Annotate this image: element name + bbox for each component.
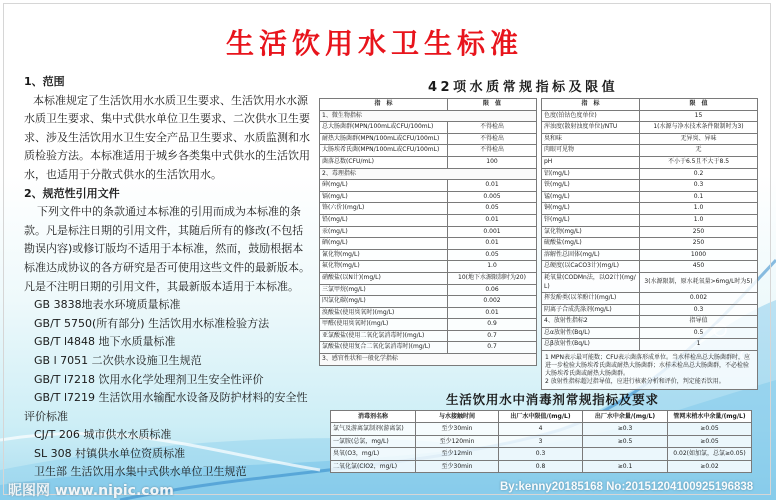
table-row xyxy=(542,272,758,292)
reference-item-continued: 评价标准 xyxy=(24,409,68,423)
table-row xyxy=(542,156,758,168)
table-row xyxy=(320,122,537,134)
indicator-limit: 10(地下水源限制时为20) xyxy=(448,272,537,284)
indicator-limit: 不得检出 xyxy=(448,145,537,157)
disinfectant-name: 二氧化氯(ClO2，mg/L) xyxy=(331,460,416,472)
indicator-limit: 1 xyxy=(640,339,758,351)
disinfectant-value: 0.02(如加氯，总氯≥0.05) xyxy=(668,448,752,460)
indicator-name: 溴酸盐(使用臭氧时)(mg/L) xyxy=(320,307,448,319)
disinfectant-value: ≥0.3 xyxy=(583,423,668,435)
header-limit: 限 值 xyxy=(448,99,537,111)
indicator-name: 总β放射性(Bq/L) xyxy=(542,339,640,351)
note-line: 2 放射性指标超过指导值，应进行核素分析和评价，判定能否饮用。 xyxy=(545,378,725,386)
indicator-name: 硝酸盐(以N计)(mg/L) xyxy=(320,272,448,284)
indicator-limit: 0.2 xyxy=(640,168,758,180)
indicator-name: 总α放射性(Bq/L) xyxy=(542,327,640,339)
indicator-limit: 1000 xyxy=(640,249,758,261)
table-row xyxy=(320,342,537,354)
table-row xyxy=(542,316,758,328)
scope-line: 本标准规定了生活饮用水水质卫生要求、生活饮用水水源 xyxy=(33,93,308,107)
indicator-limit: 0.1 xyxy=(640,191,758,203)
indicator-limit: 1.0 xyxy=(448,261,537,273)
column-header: 消毒剂名称 xyxy=(331,411,416,423)
indicator-limit: 0.9 xyxy=(448,319,537,331)
section-row xyxy=(320,110,537,122)
reference-item: GB/T l7218 饮用水化学处理剂卫生安全性评价 xyxy=(34,372,264,386)
refs-line: 勘误内容)或修订版均不适用于本标准，然而，鼓励根据本 xyxy=(24,242,304,256)
indicator-name: 铁(mg/L) xyxy=(542,180,640,192)
section-label: 1、微生物指标 xyxy=(320,110,537,122)
table-row xyxy=(542,214,758,226)
section-row xyxy=(320,168,537,180)
disinfectant-value: 至少120min xyxy=(416,435,499,447)
disinfectant-value: 0.8 xyxy=(499,460,583,472)
reference-item: SL 308 村镇供水单位资质标准 xyxy=(34,446,186,460)
table-row xyxy=(542,110,758,122)
table-row xyxy=(542,133,758,145)
table-row xyxy=(542,122,758,134)
indicator-limit: 0.01 xyxy=(448,214,537,226)
reference-item: GB/T 5750(所有部分) 生活饮用水标准检验方法 xyxy=(34,316,270,330)
indicator-limit: 0.3 xyxy=(640,304,758,316)
disinfectant-value: ≥0.02 xyxy=(668,460,752,472)
table-row xyxy=(320,203,537,215)
indicator-limit: 0.002 xyxy=(448,296,537,308)
disinfectant-value: ≥0.05 xyxy=(668,423,752,435)
indicator-limit: 不得检出 xyxy=(448,122,537,134)
disinfectant-value xyxy=(583,448,668,460)
indicator-name: 砷(mg/L) xyxy=(320,180,448,192)
header-limit: 限 值 xyxy=(640,99,758,111)
indicators-title: 42项水质常规指标及限值 xyxy=(428,80,619,95)
table-row xyxy=(320,238,537,250)
table-row xyxy=(320,214,537,226)
table-row xyxy=(320,226,537,238)
table-row xyxy=(331,448,752,460)
disinfectant-value: 4 xyxy=(499,423,583,435)
indicator-limit: 不得检出 xyxy=(448,133,537,145)
table-row xyxy=(542,180,758,192)
indicator-limit: 0.01 xyxy=(448,180,537,192)
indicator-name: 四氯化碳(mg/L) xyxy=(320,296,448,308)
refs-heading: 2、规范性引用文件 xyxy=(24,186,120,200)
indicator-limit: 不小于6.5且不大于8.5 xyxy=(640,156,758,168)
indicator-limit: 1(水源与净水技术条件限制时为3) xyxy=(640,122,758,134)
indicator-name: 氯酸盐(使用复合二氧化氯消毒时)(mg/L) xyxy=(320,342,448,354)
reference-item: GB/T l4848 地下水质量标准 xyxy=(34,335,176,349)
indicator-name: 氟化物(mg/L) xyxy=(320,261,448,273)
indicator-name: 氯化物(mg/L) xyxy=(542,226,640,238)
section-row xyxy=(320,354,537,366)
indicator-name: 镉(mg/L) xyxy=(320,191,448,203)
table-row xyxy=(320,133,537,145)
indicator-limit: 0.3 xyxy=(640,180,758,192)
disinfectant-value: 至少30min xyxy=(416,423,499,435)
disinfectant-value: ≥0.05 xyxy=(668,435,752,447)
table-row xyxy=(542,261,758,273)
refs-line: 标准达成协议的各方研究是否可使用这些文件的最新版本。 xyxy=(24,260,310,274)
indicator-limit: 0.06 xyxy=(448,284,537,296)
refs-line: 下列文件中的条款通过本标准的引用而成为本标准的条 xyxy=(37,205,301,219)
column-header: 管网末梢水中余量/(mg/L) xyxy=(668,411,752,423)
table-row xyxy=(320,249,537,261)
table-row xyxy=(320,296,537,308)
table-row xyxy=(542,145,758,157)
table-row xyxy=(320,307,537,319)
indicator-limit: 0.5 xyxy=(640,327,758,339)
reference-item: GB 3838地表水环境质量标准 xyxy=(34,298,181,312)
disinfectant-name: 臭氧(O3，mg/L) xyxy=(331,448,416,460)
indicator-limit: 3(水源限制，原水耗氧量>6mg/L时为5) xyxy=(640,272,758,292)
refs-line: 款。凡是标注日期的引用文件，其随后所有的修改(不包括 xyxy=(24,223,304,237)
indicator-name: 挥发酚类(以苯酚计)(mg/L) xyxy=(542,293,640,305)
indicator-name: 铜(mg/L) xyxy=(542,203,640,215)
indicator-name: 硫酸盐(mg/L) xyxy=(542,238,640,250)
disinfectant-name: 氯气及游离氯制剂(游离氯) xyxy=(331,423,416,435)
indicator-name: 锌(mg/L) xyxy=(542,214,640,226)
column-header: 出厂水中余量/(mg/L) xyxy=(583,411,668,423)
indicator-limit: 100 xyxy=(448,156,537,168)
indicator-limit: 1.0 xyxy=(640,203,758,215)
indicator-limit: 0.7 xyxy=(448,342,537,354)
indicator-limit: 无异臭、异味 xyxy=(640,133,758,145)
scope-line: 水质卫生要求、集中式供水单位卫生要求、二次供水卫生要 xyxy=(24,112,310,126)
section-label: 3、感官性状和一般化学指标 xyxy=(320,354,537,366)
disinfectant-value: 0.3 xyxy=(499,448,583,460)
reference-item: GB/T l7219 生活饮用水输配水设备及防护材料的安全性 xyxy=(34,391,308,405)
scope-line: 质检验方法。本标准适用于城乡各类集中式供水的生活饮用 xyxy=(24,149,310,163)
table-row xyxy=(320,261,537,273)
indicator-name: 菌落总数(CFU/mL) xyxy=(320,156,448,168)
indicator-name: 锰(mg/L) xyxy=(542,191,640,203)
site-watermark: 昵图网 www.nipic.com xyxy=(8,483,174,499)
indicator-name: 铝(mg/L) xyxy=(542,168,640,180)
indicator-limit: 无 xyxy=(640,145,758,157)
indicator-name: pH xyxy=(542,156,640,168)
table-row xyxy=(542,191,758,203)
indicator-limit: 0.005 xyxy=(448,191,537,203)
disinfectant-name: 一氯胺(总氯，mg/L) xyxy=(331,435,416,447)
notes-row xyxy=(542,351,758,390)
table-header-row xyxy=(320,99,537,111)
poster-title: 生活饮用水卫生标准 xyxy=(226,27,524,60)
table-row xyxy=(542,168,758,180)
table-row xyxy=(331,460,752,472)
indicator-name: 大肠埃希氏菌(MPN/100mL或CFU/100mL) xyxy=(320,145,448,157)
table-row xyxy=(542,249,758,261)
indicator-name: 浑浊度(散射浊度单位)/NTU xyxy=(542,122,640,134)
disinfectant-value: ≥0.1 xyxy=(583,460,668,472)
indicator-name: 铅(mg/L) xyxy=(320,214,448,226)
table-row xyxy=(542,203,758,215)
table-row xyxy=(320,272,537,284)
reference-item: 卫生部 生活饮用水集中式供水单位卫生规范 xyxy=(34,465,247,479)
scope-line: 水，也适用于分散式供水的生活饮用水。 xyxy=(24,167,222,181)
disinfectant-value: 至少30min xyxy=(416,460,499,472)
indicator-name: 总硬度(以CaCO3计)(mg/L) xyxy=(542,261,640,273)
reference-item: GB l 7051 二次供水设施卫生规范 xyxy=(34,353,202,367)
indicator-name: 阴离子合成洗涤剂(mg/L) xyxy=(542,304,640,316)
indicator-limit: 0.01 xyxy=(448,307,537,319)
disinfectant-value: 至少12min xyxy=(416,448,499,460)
table-row xyxy=(320,319,537,331)
table-row xyxy=(542,238,758,250)
table-row xyxy=(542,293,758,305)
indicator-limit: 15 xyxy=(640,110,758,122)
indicator-name: 氰化物(mg/L) xyxy=(320,249,448,261)
indicator-name: 肉眼可见物 xyxy=(542,145,640,157)
table-row xyxy=(320,156,537,168)
indicator-limit: 0.002 xyxy=(640,293,758,305)
column-header: 出厂水中限值/(mg/L) xyxy=(499,411,583,423)
table-header-row xyxy=(542,99,758,111)
indicator-limit: 250 xyxy=(640,226,758,238)
indicator-limit: 指导值 xyxy=(640,316,758,328)
indicator-name: 耐热大肠菌群(MPN/100mL或CFU/100mL) xyxy=(320,133,448,145)
scope-line: 求、涉及生活饮用水卫生安全产品卫生要求、水质监测和水 xyxy=(24,130,310,144)
indicator-limit: 0.01 xyxy=(448,238,537,250)
note-line: 1 MPN表示最可能数；CFU表示菌落形成单位。当水样检出总大肠菌群时，应进一步检验大肠埃希氏菌或耐热大肠菌群；水样未检出总大肠菌群，不必检验大肠埃希氏菌或耐热大肠菌群。 xyxy=(545,354,751,378)
header-indicator: 指 标 xyxy=(320,99,448,111)
reference-item: CJ/T 206 城市供水水质标准 xyxy=(34,428,172,442)
refs-line: 凡是不注明日期的引用文件，其最新版本适用于本标准。 xyxy=(24,279,299,293)
indicator-limit: 0.05 xyxy=(448,203,537,215)
indicator-name: 甲醛(使用臭氧时)(mg/L) xyxy=(320,319,448,331)
section-label: 2、毒理指标 xyxy=(320,168,537,180)
table-row xyxy=(320,191,537,203)
indicator-name: 汞(mg/L) xyxy=(320,226,448,238)
indicator-name: 铬(六价)(mg/L) xyxy=(320,203,448,215)
indicators-table-right xyxy=(541,98,758,390)
table-row xyxy=(331,423,752,435)
indicator-name: 亚氯酸盐(使用二氧化氯消毒时)(mg/L) xyxy=(320,330,448,342)
table-row xyxy=(542,304,758,316)
column-header: 与水接触时间 xyxy=(416,411,499,423)
indicator-name: 硒(mg/L) xyxy=(320,238,448,250)
indicator-name: 溶解性总固体(mg/L) xyxy=(542,249,640,261)
indicator-name: 臭和味 xyxy=(542,133,640,145)
scope-heading: 1、范围 xyxy=(24,75,65,88)
indicator-name: 总大肠菌群(MPN/100mL或CFU/100mL) xyxy=(320,122,448,134)
indicator-limit: 0.05 xyxy=(448,249,537,261)
disinfectants-title: 生活饮用水中消毒剂常规指标及要求 xyxy=(446,392,659,407)
disinfectant-value: ≥0.5 xyxy=(583,435,668,447)
indicators-table-left xyxy=(319,98,537,366)
standard-text-column xyxy=(24,73,314,482)
header-indicator: 指 标 xyxy=(542,99,640,111)
table-row xyxy=(542,327,758,339)
table-row xyxy=(542,226,758,238)
id-watermark: By:kenny20185168 No:20151204100925196838 xyxy=(500,481,754,493)
table-row xyxy=(320,180,537,192)
indicator-name: 三氯甲烷(mg/L) xyxy=(320,284,448,296)
indicator-limit: 0.7 xyxy=(448,330,537,342)
indicator-limit: 250 xyxy=(640,238,758,250)
indicator-name: 色度(铂钴色度单位) xyxy=(542,110,640,122)
indicator-name: 4、放射性指标2 xyxy=(542,316,640,328)
indicator-limit: 450 xyxy=(640,261,758,273)
table-row xyxy=(542,339,758,351)
table-row xyxy=(320,284,537,296)
disinfectants-table xyxy=(330,410,752,473)
table-row xyxy=(320,145,537,157)
table-row xyxy=(320,330,537,342)
table-row xyxy=(331,435,752,447)
indicator-limit: 0.001 xyxy=(448,226,537,238)
indicator-limit: 1.0 xyxy=(640,214,758,226)
table-header-row xyxy=(331,411,752,423)
disinfectant-value: 3 xyxy=(499,435,583,447)
indicator-name: 耗氧量(CODMn法，以O2计)(mg/L) xyxy=(542,272,640,292)
notes-cell xyxy=(542,351,758,390)
